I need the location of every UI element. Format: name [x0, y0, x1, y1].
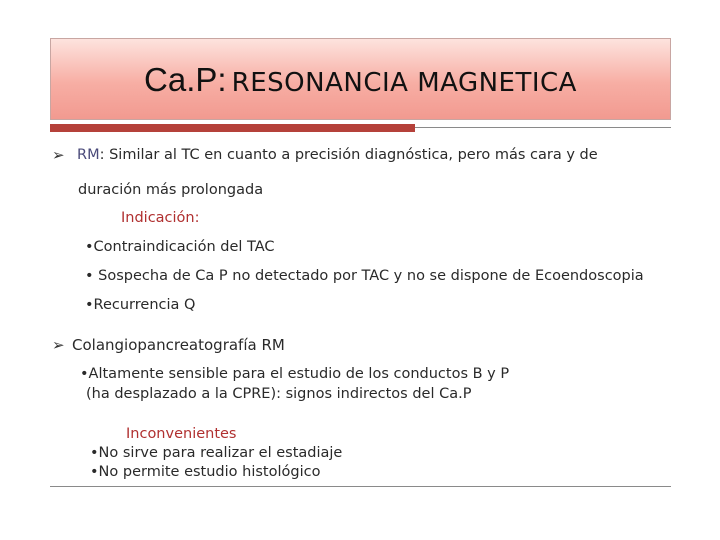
title-prefix: Ca.P: — [144, 61, 227, 98]
rm-text-continued: duración más prolongada — [78, 182, 264, 198]
title-banner — [50, 38, 671, 120]
drawbacks-heading: Inconvenientes — [126, 426, 237, 442]
rm-label: RM — [77, 147, 100, 163]
arrow-bullet-icon: ➢ — [52, 146, 65, 164]
drawback-item: •No permite estudio histológico — [90, 464, 321, 480]
cprm-line: (ha desplazado a la CPRE): signos indirectos del Ca.P — [86, 386, 472, 402]
rm-paragraph — [77, 147, 598, 163]
indication-item: •Contraindicación del TAC — [85, 239, 275, 255]
indication-item: • Sospecha de Ca P no detectado por TAC y no se dispone de Ecoendoscopia — [85, 268, 644, 284]
arrow-bullet-icon: ➢ — [52, 336, 65, 354]
thin-divider — [415, 127, 671, 128]
drawback-item: •No sirve para realizar el estadiaje — [90, 445, 343, 461]
indication-item: •Recurrencia Q — [85, 297, 196, 313]
cprm-heading: Colangiopancreatografía RM — [72, 336, 285, 354]
rm-text: : Similar al TC en cuanto a precisión diagnóstica, pero más cara y de — [99, 147, 598, 163]
footer-divider — [50, 486, 671, 487]
indications-heading: Indicación: — [121, 210, 200, 226]
cprm-line: •Altamente sensible para el estudio de los conductos B y P — [80, 366, 510, 382]
title-main: RESONANCIA MAGNETICA — [231, 68, 577, 98]
slide-title — [51, 61, 670, 99]
accent-divider — [50, 124, 415, 132]
